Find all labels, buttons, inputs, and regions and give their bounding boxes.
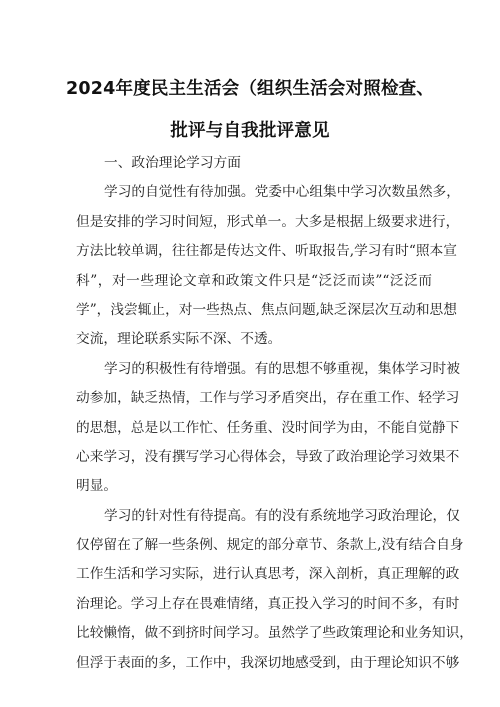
paragraph-line: 治理论。学习上存在畏难情绪，真正投入学习的时间不多，有时 [76, 595, 460, 612]
paragraph-line: 方法比较单调，往往都是传达文件、听取报告,学习有时“照本宣 [76, 243, 457, 260]
paragraph-line: 学习的积极性有待增强。有的思想不够重视，集体学习时被 [104, 360, 460, 377]
paragraph-line: 的思想，总是以工作忙、任务重、没时间学为由，不能自觉静下 [76, 419, 460, 436]
section-heading: 一、政治理论学习方面 [104, 155, 241, 171]
document-title-line-1: 2024年度民主生活会（组织生活会对照检查、 [65, 79, 435, 99]
paragraph-line: 比较懒惰，做不到挤时间学习。虽然学了些政策理论和业务知识， [76, 625, 473, 642]
paragraph-line: 动参加，缺乏热情，工作与学习矛盾突出，存在重工作、轻学习 [76, 390, 460, 407]
paragraph-line: 心来学习，没有撰写学习心得体会，导致了政治理论学习效果不 [76, 448, 460, 465]
paragraph-line: 学习的针对性有待提高。有的没有系统地学习政治理论，仅 [104, 507, 460, 524]
paragraph-line: 但是安排的学习时间短，形式单一。大多是根据上级要求进行， [76, 213, 460, 230]
paragraph-line: 明显。 [76, 478, 118, 495]
paragraph-3 [76, 502, 473, 678]
document-title-line-2: 批评与自我批评意见 [170, 121, 330, 141]
paragraph-1 [76, 178, 460, 354]
paragraph-2 [76, 355, 460, 502]
paragraph-line: 学习的自觉性有待加强。党委中心组集中学习次数虽然多， [104, 184, 460, 201]
paragraph-line: 仅停留在了解一些条例、规定的部分章节、条款上,没有结合自身 [76, 537, 464, 554]
paragraph-line: 交流，理论联系实际不深、不透。 [76, 331, 282, 348]
paragraph-line: 学”，浅尝辄止，对一些热点、焦点问题,缺乏深层次互动和思想 [76, 301, 457, 318]
document-body [76, 149, 473, 678]
paragraph-line: 科”，对一些理论文章和政策文件只是“泛泛而读”“泛泛而 [76, 272, 432, 289]
paragraph-line: 但浮于表面的多，工作中，我深切地感受到，由于理论知识不够 [76, 654, 460, 671]
paragraph-line: 工作生活和学习实际，进行认真思考，深入剖析，真正理解的政 [76, 566, 460, 583]
